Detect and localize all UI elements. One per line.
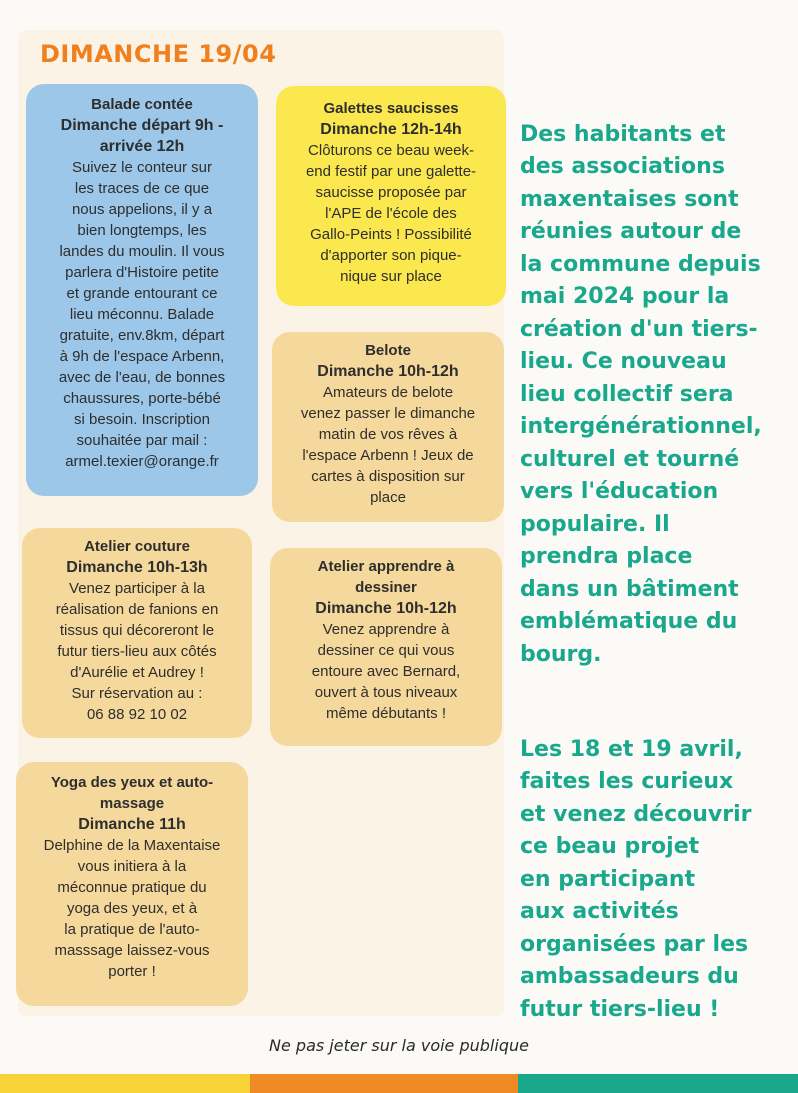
event-title: Belote	[365, 342, 411, 359]
event-description: Delphine de la Maxentaise vous initiera à la méconnue pratique du yoga des yeux, et à la pratique de l'auto- masssage laissez-vous porter !	[43, 837, 221, 980]
event-title: Yoga des yeux et auto- massage	[50, 774, 214, 812]
event-title: Galettes saucisses	[323, 100, 459, 117]
event-title: Atelier apprendre à dessiner	[317, 558, 455, 596]
intro-paragraph-1: Des habitants et des associations maxentaises sont réunies autour de la commune depuis mai 2024 pour la création d'un tiers- lieu. Ce nouveau lieu collectif sera intergénérationnel, culturel et tourné vers l'éducation populaire. Il prendra place dans un bâtiment emblématique du bourg.	[520, 121, 762, 667]
event-card-galettes	[276, 86, 506, 306]
event-time: Dimanche 10h-12h	[315, 600, 457, 617]
event-title: Balade contée	[91, 96, 193, 113]
event-card-dessin	[270, 548, 502, 746]
footer-stripe-orange	[250, 1074, 518, 1093]
event-description: Suivez le conteur sur les traces de ce que nous appelions, il y a bien longtemps, les landes du moulin. Il vous parlera d'Histoire petite et grande entourant ce lieu méconnu. Balade gratuite, env.8km, départ à 9h de l'espace Arbenn, avec de l'eau, de bonnes chaussures, porte-bébé si besoin. Inscription souhaitée par mail : armel.texier@orange.fr	[58, 159, 226, 470]
day-title: DIMANCHE 19/04	[40, 40, 277, 68]
event-title: Atelier couture	[84, 538, 190, 555]
event-description: Clôturons ce beau week- end festif par une galette- saucisse proposée par l'APE de l'école des Gallo-Peints ! Possibilité d'apporter son pique- nique sur place	[305, 142, 477, 285]
event-card-balade	[26, 84, 258, 496]
intro-paragraph-2: Les 18 et 19 avril, faites les curieux et venez découvrir ce beau projet en participant aux activités organisées par les ambassadeurs du futur tiers-lieu !	[520, 736, 752, 1022]
event-card-yoga	[16, 762, 248, 1006]
footer-stripe-teal	[518, 1074, 798, 1093]
event-description: Venez participer à la réalisation de fanions en tissus qui décoreront le futur tiers-lieu aux côtés d'Aurélie et Audrey ! Sur réservation au : 06 88 92 10 02	[55, 580, 219, 723]
intro-text	[520, 86, 795, 1059]
event-card-couture	[22, 528, 252, 738]
event-time: Dimanche 10h-13h	[66, 559, 208, 576]
event-time: Dimanche 12h-14h	[320, 121, 462, 138]
event-card-belote	[272, 332, 504, 522]
footer-stripe-yellow	[0, 1074, 250, 1093]
event-time: Dimanche 10h-12h	[317, 363, 459, 380]
event-description: Venez apprendre à dessiner ce qui vous entoure avec Bernard, ouvert à tous niveaux même débutants !	[311, 621, 461, 722]
event-description: Amateurs de belote venez passer le dimanche matin de vos rêves à l'espace Arbenn ! Jeux de cartes à disposition sur place	[300, 384, 476, 506]
event-time: Dimanche départ 9h - arrivée 12h	[60, 117, 224, 155]
footer-notice: Ne pas jeter sur la voie publique	[269, 1036, 529, 1055]
event-time: Dimanche 11h	[78, 816, 186, 833]
